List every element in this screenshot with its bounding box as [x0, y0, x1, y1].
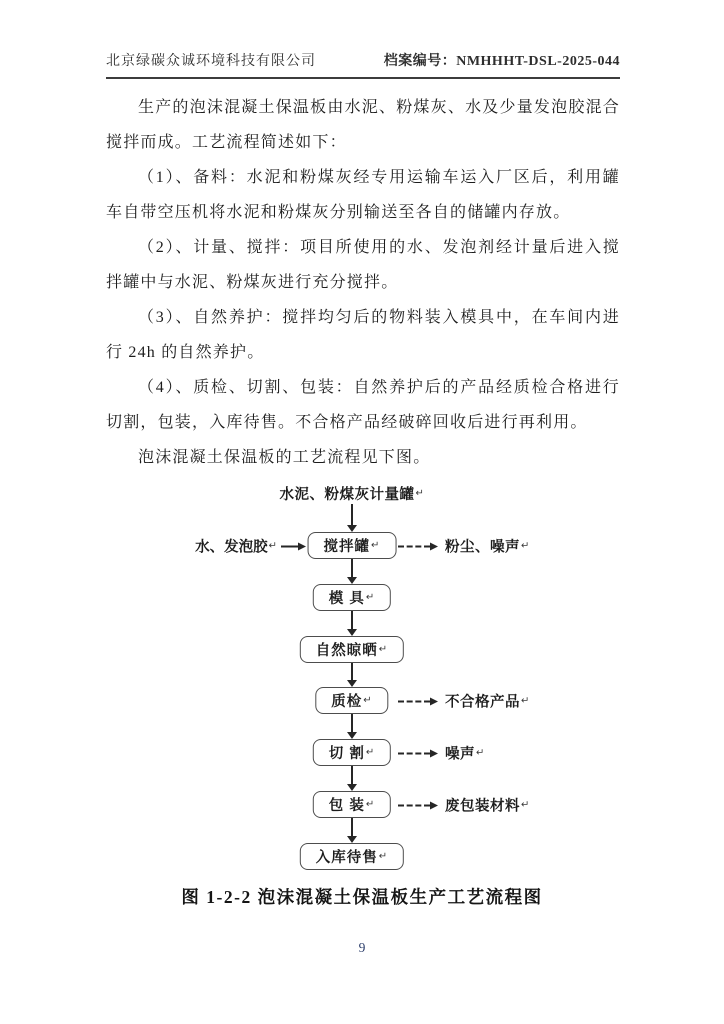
flow-node-cutting	[313, 739, 391, 766]
company-name: 北京绿碳众诚环境科技有限公司	[106, 54, 316, 69]
flow-node-label: 自然晾晒	[315, 643, 378, 659]
flow-input-label: 水、发泡胶	[195, 539, 268, 556]
down-arrow	[347, 766, 357, 791]
flow-node-label: 切 割	[328, 746, 365, 762]
process-flowchart	[106, 483, 620, 875]
figure-caption: 图 1-2-2 泡沫混凝土保温板生产工艺流程图	[181, 887, 543, 907]
paragraph-mark: ↵	[365, 592, 376, 603]
paragraph-figure-intro: 泡沫混凝土保温板的工艺流程见下图。	[138, 449, 431, 466]
flow-node-mold	[313, 584, 391, 611]
down-arrow	[347, 714, 357, 739]
paragraph-mark: ↵	[371, 540, 381, 551]
arrow-head	[298, 542, 306, 550]
flow-output-rejects	[398, 691, 530, 712]
paragraph-step1: （1）、备料：水泥和粉煤灰经专用运输车运入厂区后，利用罐车自带空压机将水泥和粉煤灰分别输送至各自的储罐内存放。	[106, 169, 620, 221]
flow-input-water	[106, 536, 306, 557]
body-text	[106, 90, 620, 475]
flow-output-text: 废包装材料	[445, 798, 520, 815]
arrow-line	[351, 714, 353, 732]
flow-node-label: 质检	[331, 694, 363, 710]
arrow-line	[351, 559, 353, 577]
flow-output-label	[445, 795, 530, 816]
arrow-line	[351, 611, 353, 629]
paragraph-mark: ↵	[268, 540, 277, 552]
down-arrow	[347, 504, 357, 532]
flow-node-natural-drying	[300, 636, 404, 663]
arrow-head	[347, 629, 357, 636]
paragraph-step4: （4）、质检、切割、包装：自然养护后的产品经质检合格进行切割，包装，入库待售。不合格产品经破碎回收后进行再利用。	[106, 379, 620, 431]
down-arrow	[347, 611, 357, 636]
flow-output-text: 噪声	[445, 746, 475, 763]
paragraph-intro: 生产的泡沫混凝土保温板由水泥、粉煤灰、水及少量发泡胶混合搅拌而成。工艺流程简述如下：	[106, 99, 620, 151]
flow-node-label: 模 具	[328, 591, 365, 607]
arrow-line	[351, 504, 353, 525]
paragraph-step3: （3）、自然养护：搅拌均匀后的物料装入模具中，在车间内进行 24h 的自然养护。	[106, 309, 620, 361]
arrow-head	[347, 525, 357, 532]
arrow-head	[347, 836, 357, 843]
down-arrow	[347, 559, 357, 584]
arrow-head	[430, 542, 438, 550]
paragraph-mark: ↵	[476, 747, 485, 759]
arrow-line	[281, 545, 298, 547]
dashed-arrow-line	[398, 752, 430, 754]
flow-output-text: 不合格产品	[445, 694, 520, 711]
arrow-head	[347, 577, 357, 584]
page-number: 9	[358, 940, 366, 955]
flow-node-warehouse	[300, 843, 404, 870]
flow-node-label: 入库待售	[315, 850, 378, 866]
arrow-head	[430, 801, 438, 809]
paragraph-mark: ↵	[378, 851, 389, 862]
paragraph-mark: ↵	[521, 540, 530, 552]
paragraph-mark: ↵	[363, 695, 373, 706]
paragraph-mark: ↵	[365, 747, 376, 758]
flow-output-dust-noise	[398, 536, 530, 557]
down-arrow	[347, 818, 357, 843]
arrow-head	[430, 749, 438, 757]
dashed-arrow-line	[398, 700, 430, 702]
dashed-arrow-line	[398, 545, 430, 547]
flow-node-mixer-tank	[308, 532, 397, 559]
paragraph-mark: ↵	[521, 799, 530, 811]
down-arrow	[347, 663, 357, 687]
dashed-arrow-line	[398, 804, 430, 806]
page-header	[106, 50, 620, 79]
flow-output-text: 粉尘、噪声	[445, 539, 520, 556]
flow-source-label	[280, 483, 425, 504]
flow-node-packing	[313, 791, 391, 818]
arrow-line	[351, 766, 353, 784]
flow-source-text: 水泥、粉煤灰计量罐	[279, 487, 415, 503]
arrow-line	[351, 818, 353, 836]
flow-output-label	[445, 743, 485, 764]
flow-node-quality-check	[315, 687, 388, 714]
arrow-head	[347, 784, 357, 791]
flow-output-label	[445, 536, 530, 557]
arrow-head	[347, 680, 357, 687]
paragraph-mark: ↵	[521, 695, 530, 707]
paragraph-mark: ↵	[415, 488, 425, 499]
flow-node-label: 搅拌罐	[323, 539, 371, 555]
arrow-head	[430, 697, 438, 705]
flow-output-label	[445, 691, 530, 712]
paragraph-mark: ↵	[365, 799, 376, 810]
arrow-line	[351, 663, 353, 680]
paragraph-mark: ↵	[378, 644, 389, 655]
flow-output-noise	[398, 743, 485, 764]
arrow-head	[347, 732, 357, 739]
paragraph-step2: （2）、计量、搅拌：项目所使用的水、发泡剂经计量后进入搅拌罐中与水泥、粉煤灰进行充分搅拌。	[106, 239, 620, 291]
flow-node-label: 包 装	[328, 798, 365, 814]
archive-number: 档案编号：NMHHHT-DSL-2025-044	[383, 54, 620, 69]
flow-output-waste-packaging	[398, 795, 530, 816]
